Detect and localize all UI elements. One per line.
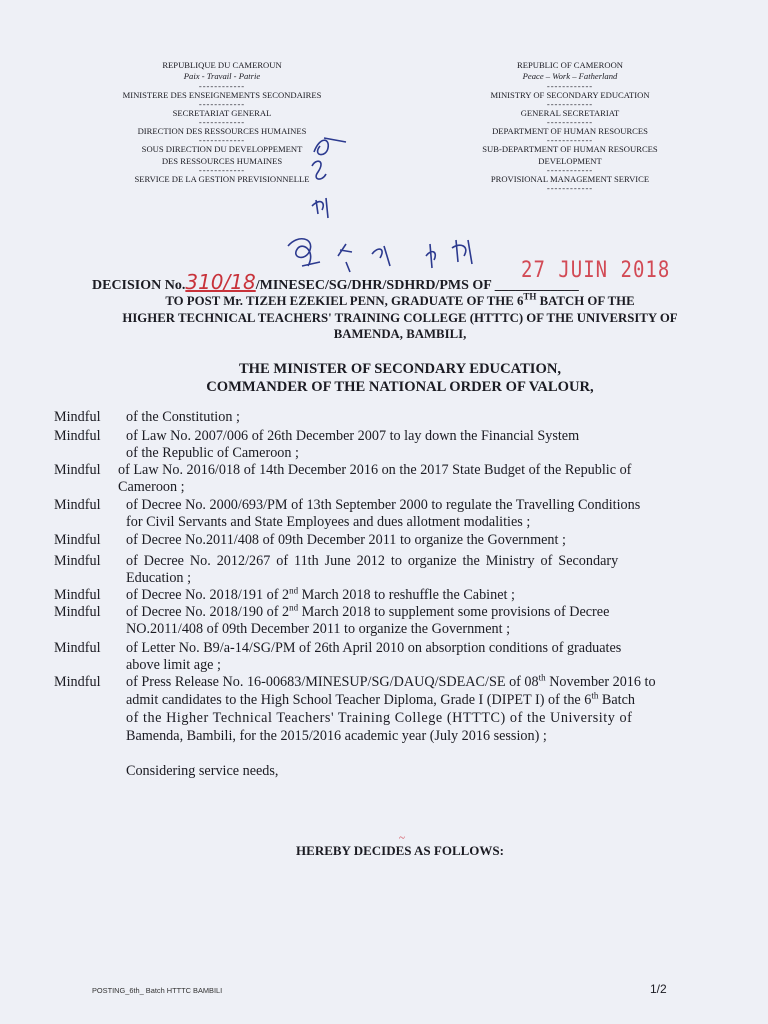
- separator: ------------: [198, 135, 246, 146]
- direction-fr: DIRECTION DES RESSOURCES HUMAINES: [137, 126, 307, 137]
- department-en: DEPARTMENT OF HUMAN RESOURCES: [492, 126, 648, 137]
- minister-line-1: THE MINISTER OF SECONDARY EDUCATION,: [238, 361, 562, 377]
- date-stamp: 27 JUIN 2018: [521, 257, 671, 283]
- mindful-label: Mindful: [54, 409, 101, 425]
- service-en: PROVISIONAL MANAGEMENT SERVICE: [490, 174, 650, 185]
- motto-fr: Paix - Travail - Patrie: [183, 71, 261, 82]
- subject-line-3: BAMENDA, BAMBILI,: [333, 327, 467, 341]
- decision-prefix: DECISION No.: [92, 278, 186, 293]
- service-fr: SERVICE DE LA GESTION PREVISIONNELLE: [134, 174, 310, 185]
- sub-direction-fr-1: SOUS DIRECTION DU DEVELOPPEMENT: [141, 144, 303, 155]
- secretariat-fr: SECRETARIAT GENERAL: [172, 107, 272, 118]
- mindful-label: Mindful: [54, 532, 101, 548]
- handwritten-initials: [306, 128, 352, 224]
- subject-line-1: TO POST Mr. TIZEH EZEKIEL PENN, GRADUATE OF THE 6TH BATCH OF THE: [165, 291, 635, 308]
- mindful-label: Mindful: [54, 674, 101, 690]
- separator: ------------: [546, 117, 594, 128]
- decision-subject: [100, 293, 700, 343]
- mindful-label: Mindful: [54, 553, 101, 569]
- decision-number: 310/18: [185, 270, 256, 294]
- ministry-fr: MINISTERE DES ENSEIGNEMENTS SECONDAIRES: [122, 89, 322, 100]
- separator: ------------: [198, 117, 246, 128]
- sub-department-en-2: DEVELOPMENT: [538, 155, 602, 166]
- separator: ------------: [546, 80, 594, 91]
- header-english: [420, 60, 720, 192]
- mindful-label: Mindful: [54, 428, 101, 444]
- subject-line-2: HIGHER TECHNICAL TEACHERS' TRAINING COLLEGE (HTTTC) OF THE UNIVERSITY OF: [122, 310, 678, 325]
- separator: ------------: [546, 183, 594, 194]
- sub-direction-fr-2: DES RESSOURCES HUMAINES: [161, 155, 283, 166]
- minister-line-2: COMMANDER OF THE NATIONAL ORDER OF VALOUR,: [206, 379, 594, 395]
- separator: ------------: [546, 165, 594, 176]
- ministry-en: MINISTRY OF SECONDARY EDUCATION: [490, 89, 650, 100]
- considering-text: Considering service needs,: [126, 763, 279, 779]
- page-number: 1/2: [650, 982, 667, 996]
- separator: ------------: [546, 98, 594, 109]
- pen-mark: ~: [399, 832, 405, 844]
- decision-reference: /MINESEC/SG/DHR/SDHRD/PMS OF: [255, 278, 492, 293]
- motto-en: Peace – Work – Fatherland: [522, 71, 618, 82]
- country-en: REPUBLIC OF CAMEROON: [516, 60, 623, 70]
- mindful-label: Mindful: [54, 497, 101, 513]
- mindful-label: Mindful: [54, 604, 101, 620]
- separator: ------------: [546, 135, 594, 146]
- footer-filename: POSTING_6th_ Batch HTTTC BAMBILI: [92, 986, 223, 995]
- separator: ------------: [198, 165, 246, 176]
- mindful-label: Mindful: [54, 587, 101, 603]
- sub-department-en-1: SUB-DEPARTMENT OF HUMAN RESOURCES: [482, 144, 658, 155]
- decision-line: [92, 270, 579, 294]
- date-blank: ____________: [494, 278, 579, 293]
- hereby-heading: HEREBY DECIDES AS FOLLOWS:: [296, 843, 504, 858]
- separator: ------------: [198, 80, 246, 91]
- mindful-label: Mindful: [54, 462, 101, 478]
- separator: ------------: [198, 98, 246, 109]
- secretariat-en: GENERAL SECRETARIAT: [520, 107, 620, 118]
- country-fr: REPUBLIQUE DU CAMEROUN: [162, 60, 282, 70]
- minister-title: [100, 360, 700, 396]
- mindful-label: Mindful: [54, 640, 101, 656]
